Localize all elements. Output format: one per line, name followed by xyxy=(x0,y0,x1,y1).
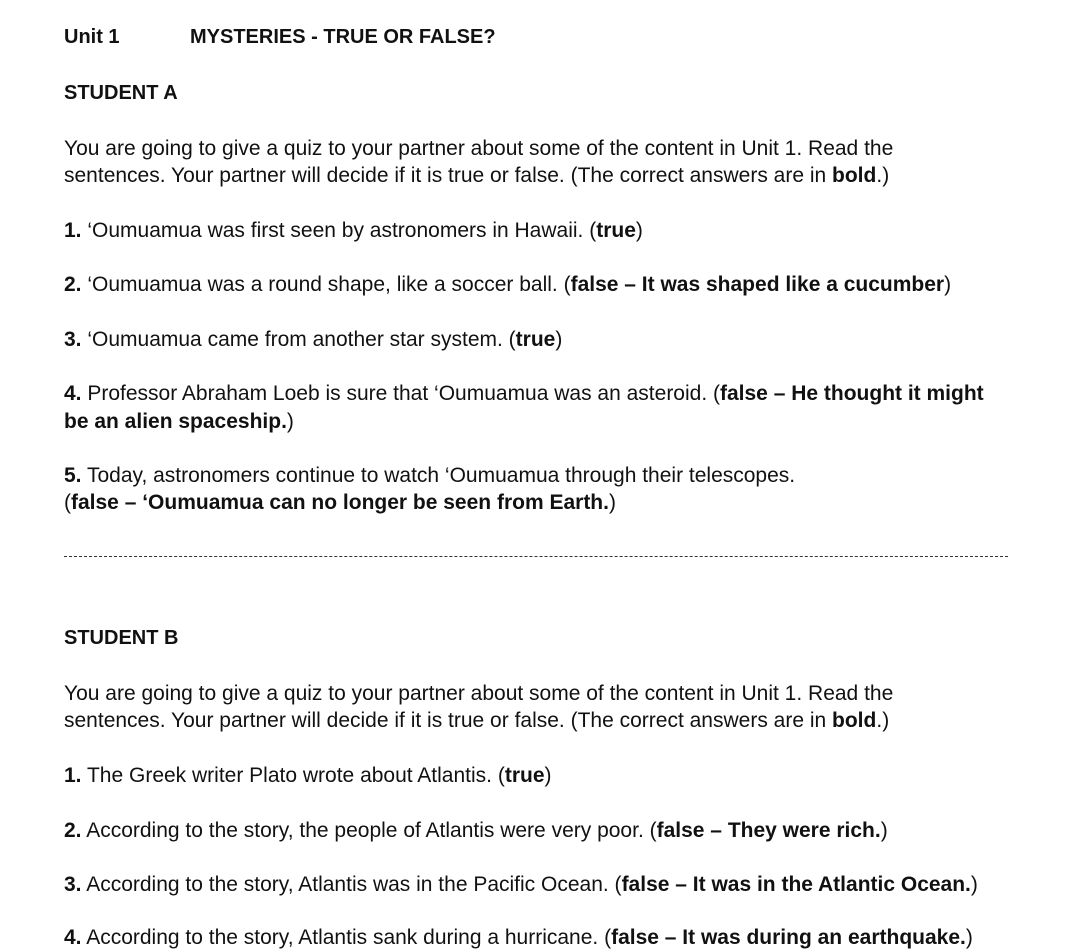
item-close: ) xyxy=(544,764,552,787)
item-answer-cont: be an alien spaceship. xyxy=(64,410,287,433)
student-a-item-3 xyxy=(64,326,562,353)
item-number: 1. xyxy=(64,764,82,787)
item-answer: false – They were rich. xyxy=(656,819,881,842)
student-b-heading: STUDENT B xyxy=(64,627,179,649)
item-open: ( xyxy=(64,491,71,514)
item-statement: Today, astronomers continue to watch ‘Oumuamua through their telescopes. xyxy=(81,464,796,487)
item-statement: The Greek writer Plato wrote about Atlantis. ( xyxy=(81,764,505,787)
student-b-item-2 xyxy=(64,817,888,844)
item-answer: true xyxy=(515,328,556,351)
item-number: 3. xyxy=(64,873,82,896)
item-number: 1. xyxy=(64,219,82,242)
student-a-item-5-cont xyxy=(64,489,616,516)
intro-text: sentences. Your partner will decide if it is true or false. (The correct answers are in xyxy=(64,709,833,732)
intro-text-end: .) xyxy=(876,709,890,732)
item-number: 3. xyxy=(64,328,82,351)
student-a-item-4 xyxy=(64,380,984,407)
student-a-heading: STUDENT A xyxy=(64,82,178,104)
student-b-intro-line1: You are going to give a quiz to your partner about some of the content in Unit 1. Read the xyxy=(64,682,894,705)
intro-bold-word: bold xyxy=(832,709,877,732)
item-statement: According to the story, the people of Atlantis were very poor. ( xyxy=(81,819,657,842)
student-a-item-4-cont xyxy=(64,408,294,435)
item-answer: false – He thought it might xyxy=(720,382,984,405)
item-close: ) xyxy=(555,328,563,351)
student-a-intro-line1: You are going to give a quiz to your partner about some of the content in Unit 1. Read the xyxy=(64,137,894,160)
item-answer: false – It was in the Atlantic Ocean. xyxy=(621,873,971,896)
worksheet-title: MYSTERIES - TRUE OR FALSE? xyxy=(190,26,496,48)
intro-text-end: .) xyxy=(876,164,890,187)
cut-line-divider xyxy=(64,556,1008,557)
student-a-item-5 xyxy=(64,462,795,489)
item-close: ) xyxy=(970,873,978,896)
item-close: ) xyxy=(286,410,294,433)
worksheet-page xyxy=(64,0,1024,949)
student-b-item-1 xyxy=(64,762,552,789)
item-number: 2. xyxy=(64,819,82,842)
item-close: ) xyxy=(880,819,888,842)
student-b-item-4 xyxy=(64,924,973,951)
item-statement: According to the story, Atlantis was in the Pacific Ocean. ( xyxy=(81,873,622,896)
item-number: 2. xyxy=(64,273,82,296)
item-number: 4. xyxy=(64,382,82,405)
student-a-intro-line2 xyxy=(64,162,889,189)
unit-label: Unit 1 xyxy=(64,26,120,48)
item-close: ) xyxy=(944,273,952,296)
item-close: ) xyxy=(608,491,616,514)
item-answer: true xyxy=(504,764,545,787)
item-statement: ‘Oumuamua was first seen by astronomers in Hawaii. ( xyxy=(81,219,597,242)
student-b-item-3 xyxy=(64,871,978,898)
item-answer: false – It was shaped like a cucumber xyxy=(570,273,945,296)
student-a-item-2 xyxy=(64,271,951,298)
item-close: ) xyxy=(965,926,973,949)
item-answer: true xyxy=(596,219,636,242)
item-number: 4. xyxy=(64,926,82,949)
item-number: 5. xyxy=(64,464,82,487)
item-statement: ‘Oumuamua came from another star system. ( xyxy=(81,328,516,351)
item-statement: According to the story, Atlantis sank during a hurricane. ( xyxy=(81,926,612,949)
student-a-item-1 xyxy=(64,217,643,244)
item-answer: false – ‘Oumuamua can no longer be seen from Earth. xyxy=(71,491,609,514)
intro-bold-word: bold xyxy=(832,164,877,187)
item-statement: Professor Abraham Loeb is sure that ‘Oumuamua was an asteroid. ( xyxy=(81,382,720,405)
intro-text: sentences. Your partner will decide if it is true or false. (The correct answers are in xyxy=(64,164,833,187)
item-statement: ‘Oumuamua was a round shape, like a soccer ball. ( xyxy=(81,273,571,296)
item-close: ) xyxy=(635,219,643,242)
student-b-intro-line2 xyxy=(64,707,889,734)
item-answer: false – It was during an earthquake. xyxy=(611,926,966,949)
